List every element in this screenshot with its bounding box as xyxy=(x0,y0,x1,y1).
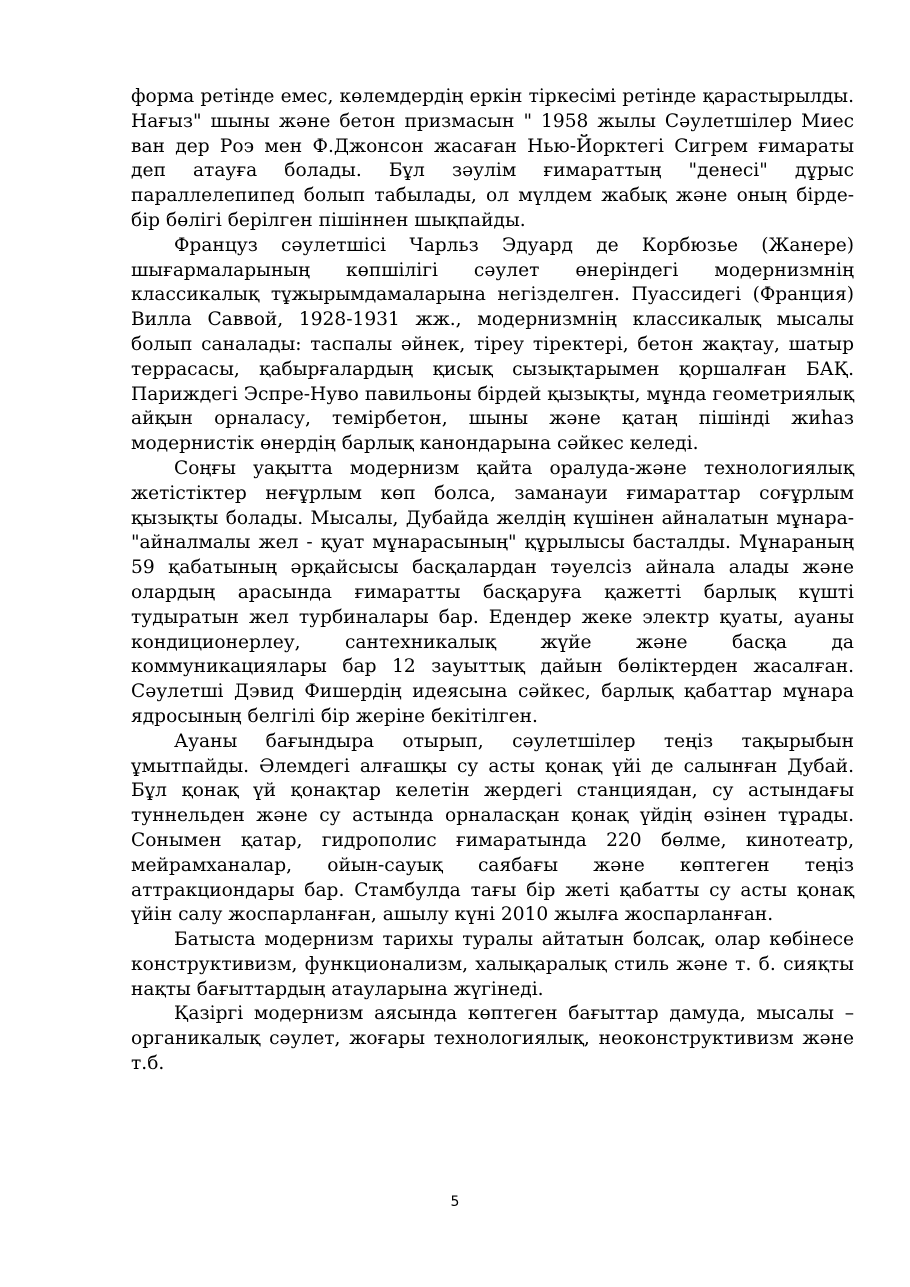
document-body xyxy=(131,85,854,1077)
paragraph-continuation: форма ретінде емес, көлемдердің еркін тіркесімі ретінде қарастырылды. Нағыз" шыны және бетон призмасын " 1958 жылы Сәулетшілер Миес ван дер Роэ мен Ф.Джонсон жасаған Нью-Йорктегі Сигрем ғимараты деп атауға болады. Бұл зәулім ғимараттың "денесі" дұрыс параллелепипед болып табылады, ол мүлдем жабық және оның бірде-бір бөлігі берілген пішіннен шықпайды. xyxy=(131,86,854,231)
paragraph-modern-trends: Қазіргі модернизм аясында көптеген бағыттар дамуда, мысалы – органикалық сәулет, жоғары технологиялық, неоконструктивизм және т.б. xyxy=(131,1003,854,1075)
paragraph-corbusier: Француз сәулетшісі Чарльз Эдуард де Корбюзье (Жанере) шығармаларының көпшілігі сәулет өнеріндегі модернизмнің классикалық тұжырымдамаларына негізделген. Пуассидегі (Франция) Вилла Саввой, 1928-1931 жж., модернизмнің классикалық мысалы болып саналады: таспалы әйнек, тіреу тіректері, бетон жақтау, шатыр террасасы, қабырғалардың қисық сызықтарымен қоршалған БАҚ. Париждегі Эспре-Нуво павильоны бірдей қызықты, мұнда геометриялық айқын орналасу, темірбетон, шыны және қатаң пішінді жиһаз модернистік өнердің барлық канондарына сәйкес келеді. xyxy=(131,234,854,455)
paragraph-underwater-hotel: Ауаны бағындыра отырып, сәулетшілер теңіз тақырыбын ұмытпайды. Әлемдегі алғашқы су асты қонақ үйі де салынған Дубай. Бұл қонақ үй қонақтар келетін жердегі станциядан, су астындағы туннельден және су астында орналасқан қонақ үйдің өзінен тұрады. Сонымен қатар, гидрополис ғимаратында 220 бөлме, кинотеатр, мейрамханалар, ойын-сауық саябағы және көптеген теңіз аттракциондары бар. Стамбулда тағы бір жеті қабатты су асты қонақ үйін салу жоспарланған, ашылу күні 2010 жылға жоспарланған. xyxy=(131,730,854,926)
page-number: 5 xyxy=(450,1194,460,1210)
paragraph-west-modernism: Батыста модернизм тарихы туралы айтатын болсақ, олар көбінесе конструктивизм, функционализм, халықаралық стиль және т. б. сияқты нақты бағыттардың атауларына жүгінеді. xyxy=(131,929,854,1000)
paragraph-dubai-tower: Соңғы уақытта модернизм қайта оралуда-және технологиялық жетістіктер неғұрлым көп болса, заманауи ғимараттар соғұрлым қызықты болады. Мысалы, Дубайда желдің күшінен айналатын мұнара-"айналмалы жел - қуат мұнарасының" құрылысы басталды. Мұнараның 59 қабатының әрқайсысы басқалардан тәуелсіз айнала алады және олардың арасында ғимаратты басқаруға қажетті барлық күшті тудыратын жел турбиналары бар. Едендер жеке электр қуаты, ауаны кондиционерлеу, сантехникалық жүйе және басқа да коммуникациялары бар 12 зауыттық дайын бөліктерден жасалған. Сәулетші Дэвид Фишердің идеясына сәйкес, барлық қабаттар мұнара ядросының белгілі бір жеріне бекітілген. xyxy=(131,457,854,727)
